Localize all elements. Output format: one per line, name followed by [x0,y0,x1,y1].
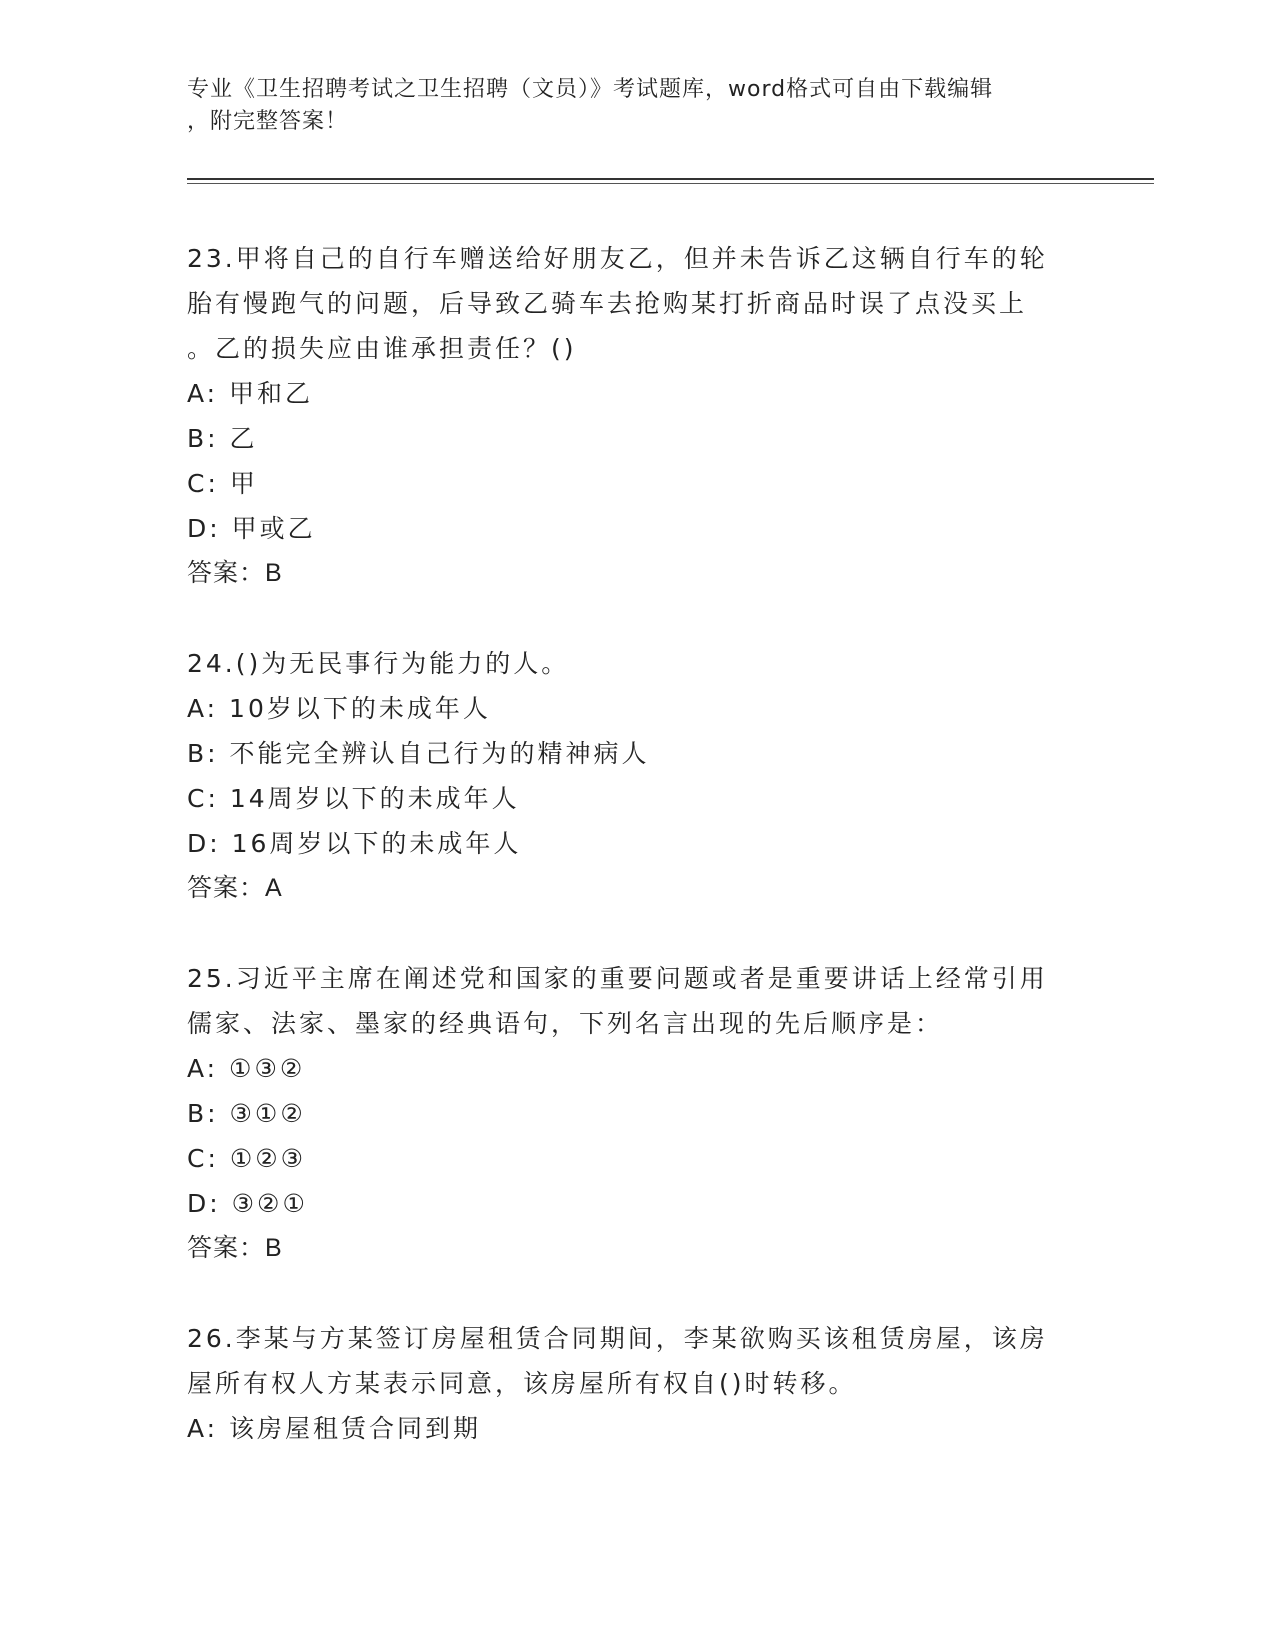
option-a: A: 10岁以下的未成年人 [187,694,491,723]
answer-line: 答案：B [187,1234,283,1262]
question-text-line: 23.甲将自己的自行车赠送给好朋友乙，但并未告诉乙这辆自行车的轮 [187,244,1048,273]
question-text-line: 。乙的损失应由谁承担责任？() [187,334,577,363]
question-25 [187,956,1087,1271]
question-text-line: 25.习近平主席在阐述党和国家的重要问题或者是重要讲话上经常引用 [187,964,1048,993]
question-text-line: 26.李某与方某签订房屋租赁合同期间，李某欲购买该租赁房屋，该房 [187,1324,1048,1353]
header-line-2: ，附完整答案！ [187,109,349,134]
answer-line: 答案：B [187,559,283,587]
document-header [187,74,1087,138]
question-text-line: 儒家、法家、墨家的经典语句，下列名言出现的先后顺序是： [187,1009,944,1038]
option-a: A: 该房屋租赁合同到期 [187,1414,482,1443]
option-a: A: ①③② [187,1054,306,1083]
question-text-line: 24.()为无民事行为能力的人。 [187,649,570,678]
header-divider-thin [187,183,1154,184]
question-24 [187,641,1087,911]
option-c: C: ①②③ [187,1144,307,1173]
option-c: C: 甲 [187,469,258,498]
option-b: B: ③①② [187,1099,306,1128]
question-23 [187,236,1087,596]
option-d: D: ③②① [187,1189,308,1218]
answer-line: 答案：A [187,874,283,902]
header-line-1: 专业《卫生招聘考试之卫生招聘（文员）》考试题库，word格式可自由下载编辑 [187,77,994,102]
option-d: D: 甲或乙 [187,514,316,543]
question-list [187,236,1087,1451]
option-d: D: 16周岁以下的未成年人 [187,829,522,858]
option-b: B: 乙 [187,424,258,453]
option-c: C: 14周岁以下的未成年人 [187,784,520,813]
question-text-line: 胎有慢跑气的问题，后导致乙骑车去抢购某打折商品时误了点没买上 [187,289,1028,318]
question-26 [187,1316,1087,1451]
header-divider [187,178,1154,180]
option-a: A: 甲和乙 [187,379,314,408]
question-text-line: 屋所有权人方某表示同意，该房屋所有权自()时转移。 [187,1369,857,1398]
option-b: B: 不能完全辨认自己行为的精神病人 [187,739,650,768]
